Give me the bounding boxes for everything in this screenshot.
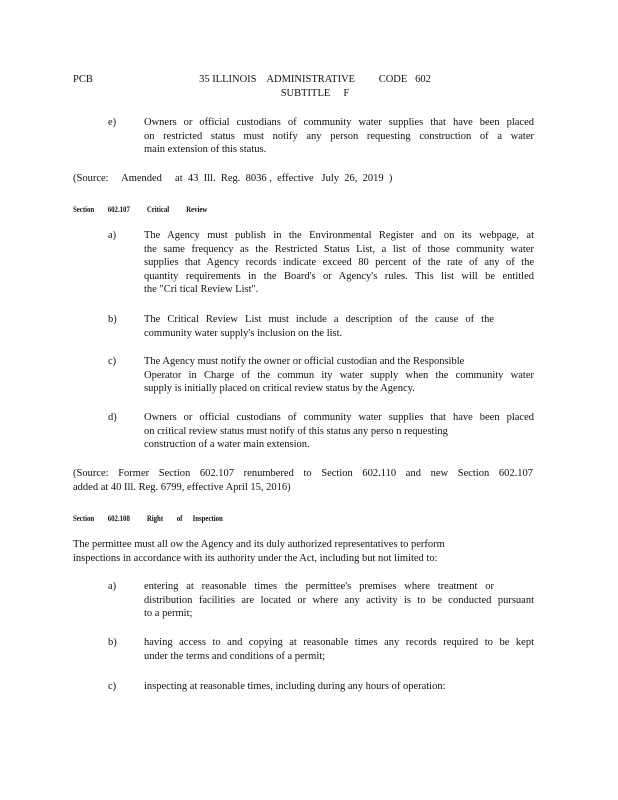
- text-line: construction of a water main extension.: [144, 439, 310, 451]
- text-line: inspections in accordance with its authority under the Act, including but not limited to:: [73, 552, 438, 564]
- text-line: supplies that Agency records indicate exceed 80 percent of the rate of any of the: [144, 257, 534, 269]
- source-note-2: [73, 467, 533, 494]
- text-line: under the terms and conditions of a permit;: [144, 650, 326, 662]
- text-line: Owners or official custodians of community water supplies that have been placed: [144, 117, 534, 128]
- section-number: Section 602.108: [73, 514, 130, 523]
- header-left: PCB: [73, 74, 93, 85]
- item-text: [144, 313, 494, 340]
- text-line: having access to and copying at reasonable times any records required to be kept: [144, 637, 534, 648]
- header-center: [160, 73, 470, 100]
- source-note-1: [73, 172, 533, 186]
- section-title: Right of Inspection: [146, 514, 223, 523]
- item-label: c): [108, 356, 117, 367]
- text-line: The Critical Review List must include a description of the cause of the: [144, 314, 494, 325]
- text-line: on restricted status must notify any person requesting construction of a water: [144, 130, 534, 142]
- text-line: on critical review status must notify of this status any perso n requesting: [144, 425, 448, 437]
- item-label: a): [108, 581, 117, 592]
- section-number: Section 602.107: [73, 205, 130, 214]
- text-line: entering at reasonable times the permittee's premises where treatment or: [144, 581, 494, 592]
- text-line: community water supply's inclusion on the list.: [144, 327, 343, 339]
- text-line: (Source: Amended at 43 Ill. Reg. 8036 , effective July 26, 2019 ): [73, 173, 393, 184]
- item-label: c): [108, 681, 117, 692]
- text-line: the same frequency as the Restricted Status List, a list of those community water: [144, 243, 534, 255]
- section-title: Critical Review: [146, 205, 208, 214]
- item-text: [144, 116, 534, 157]
- item-label: e): [108, 117, 117, 128]
- text-line: Owners or official custodians of community water supplies that have been placed: [144, 412, 534, 423]
- item-label: b): [108, 314, 117, 325]
- item-label: b): [108, 637, 117, 648]
- item-text: [144, 411, 534, 452]
- header-line-1: 35 ILLINOIS ADMINISTRATIVE CODE 602: [199, 74, 431, 85]
- section-heading-602-108: [73, 512, 223, 526]
- header-line-2: SUBTITLE F: [280, 87, 350, 99]
- item-text: [144, 636, 534, 663]
- text-line: The Agency must publish in the Environmental Register and on its webpage, at: [144, 230, 534, 241]
- text-line: inspecting at reasonable times, including during any hours of operation:: [144, 681, 446, 692]
- text-line: The Agency must notify the owner or official custodian and the Responsible: [144, 356, 465, 367]
- item-text: [144, 355, 534, 396]
- text-line: distribution facilities are located or where any activity is to be conducted pursuant: [144, 594, 534, 606]
- item-text: [144, 229, 534, 297]
- section-heading-602-107: [73, 203, 207, 217]
- text-line: added at 40 Ill. Reg. 6799, effective April 15, 2016): [73, 481, 291, 493]
- text-line: to a permit;: [144, 608, 193, 620]
- text-line: (Source: Former Section 602.107 renumbered to Section 602.110 and new Section 602.107: [73, 468, 533, 479]
- item-label: a): [108, 230, 117, 241]
- intro-602-108: [73, 538, 533, 565]
- text-line: quantity requirements in the Board's or Agency's rules. This list will be entitled: [144, 270, 534, 282]
- text-line: main extension of this status.: [144, 144, 267, 156]
- text-line: supply is initially placed on critical review status by the Agency.: [144, 383, 415, 395]
- text-line: The permittee must all ow the Agency and its duly authorized representatives to perform: [73, 539, 445, 550]
- text-line: the "Cri tical Review List".: [144, 284, 259, 296]
- text-line: Operator in Charge of the commun ity water supply when the community water: [144, 369, 534, 381]
- item-text: [144, 580, 534, 621]
- item-label: d): [108, 412, 117, 423]
- item-text: [144, 680, 534, 694]
